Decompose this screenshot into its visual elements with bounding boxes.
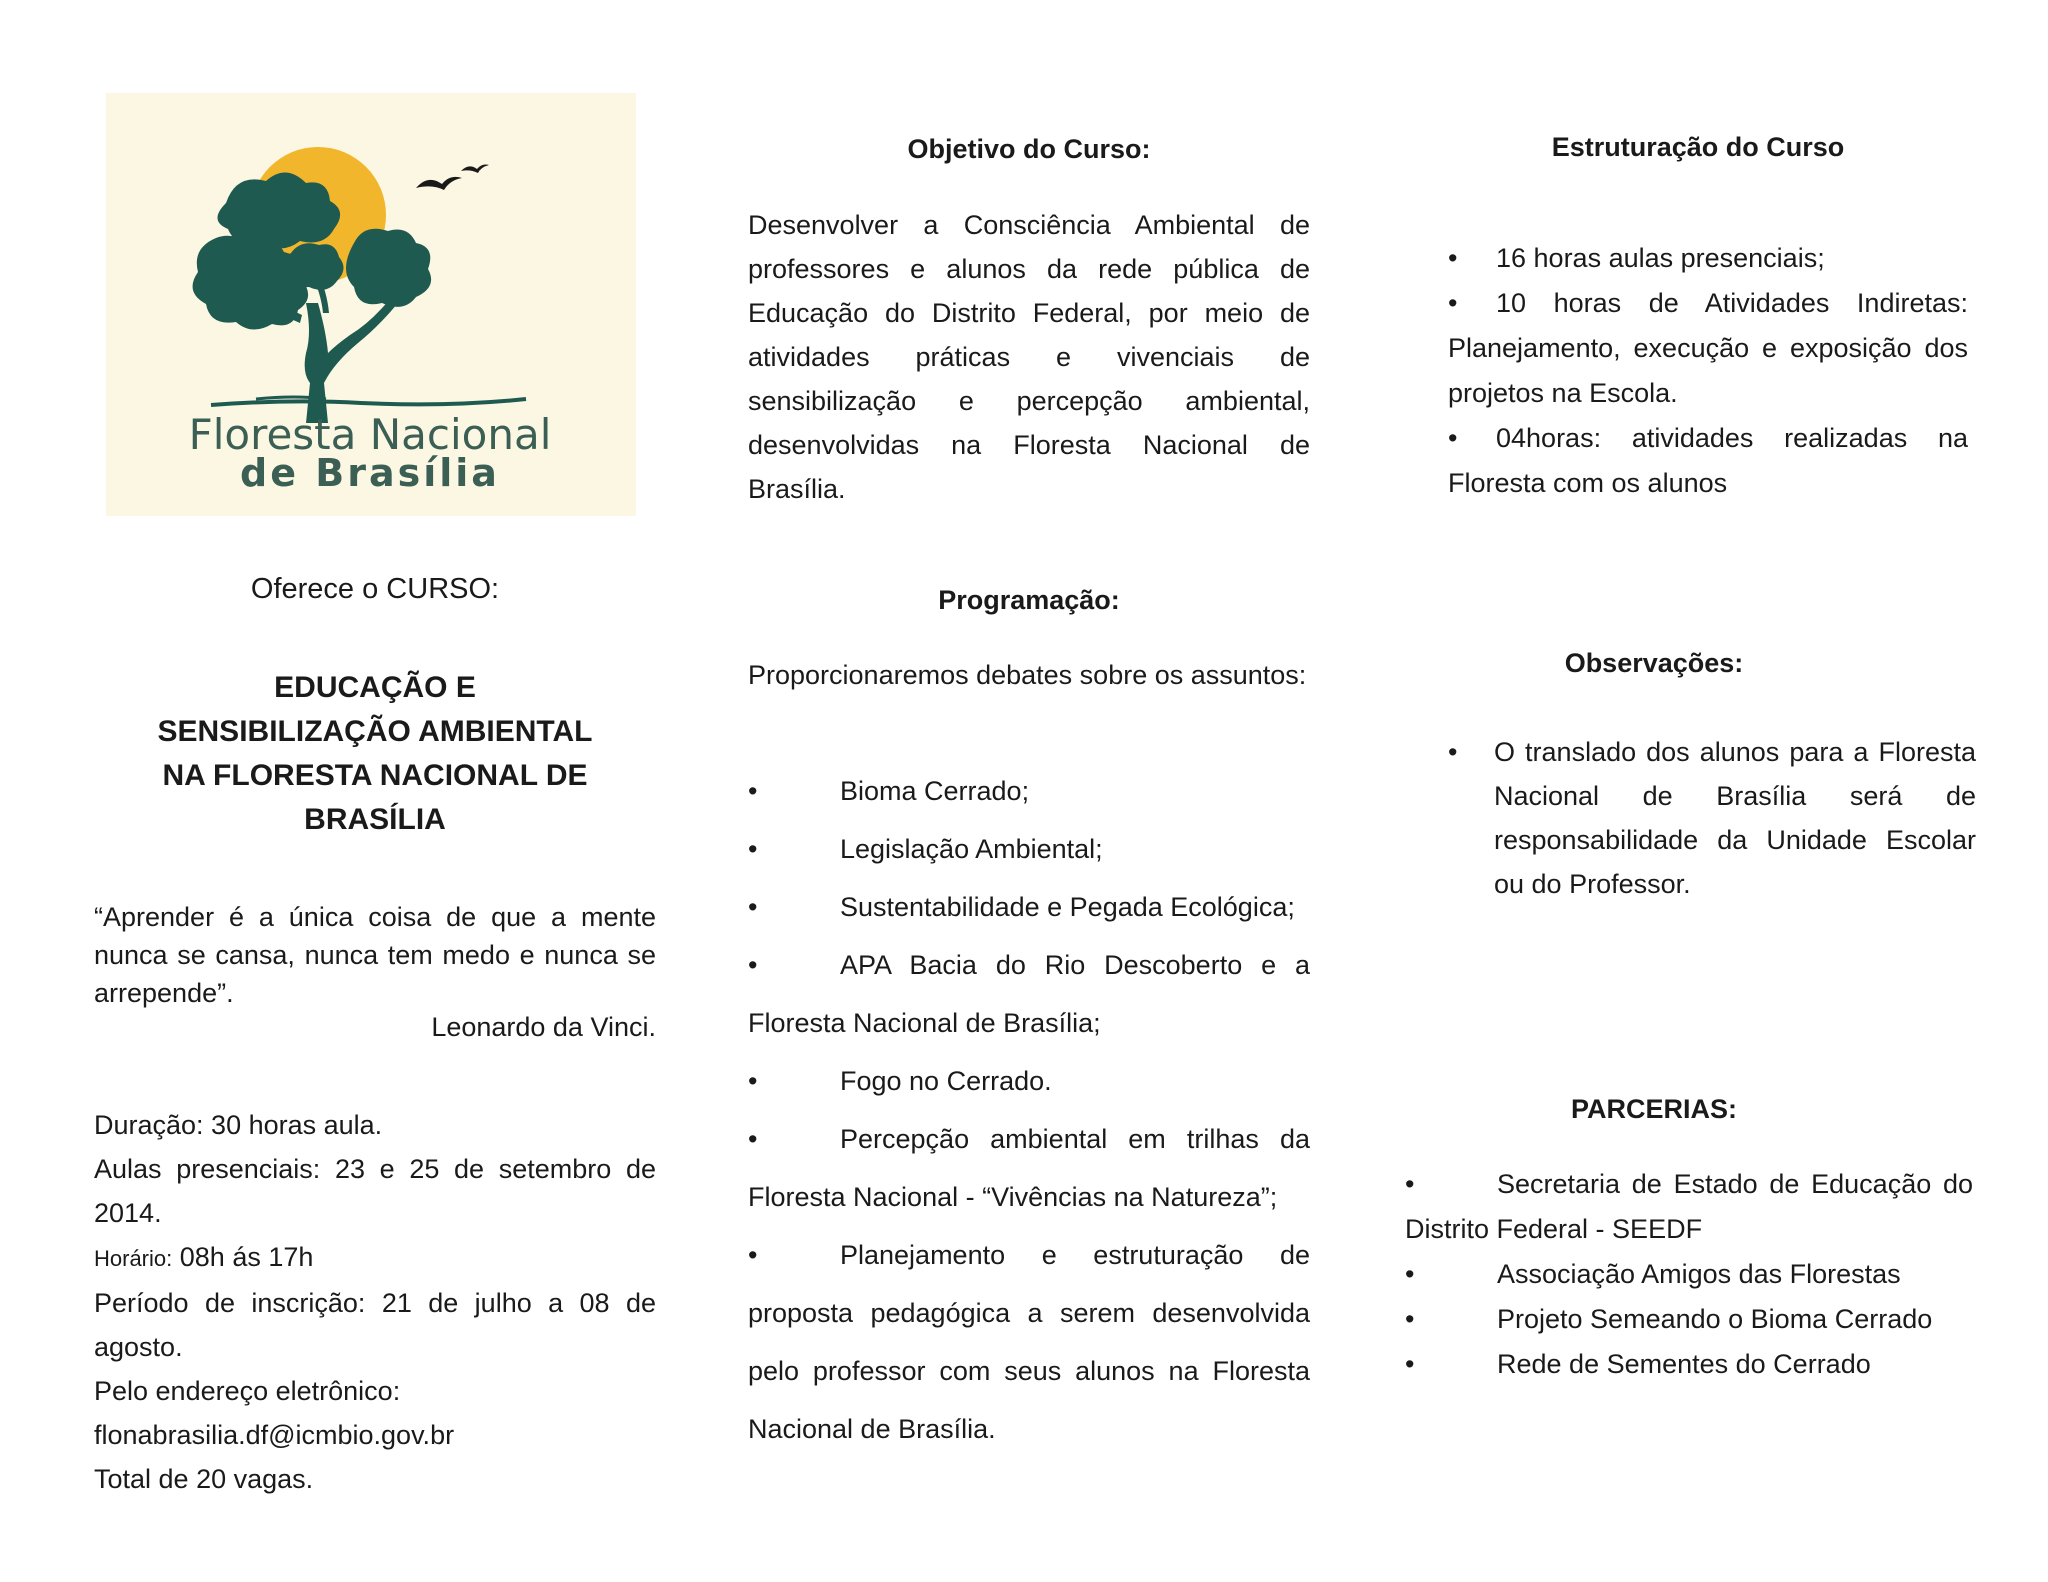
list-item: • 04horas: atividades realizadas na Floresta com os alunos xyxy=(1448,416,1968,506)
course-title-line: BRASÍLIA xyxy=(304,803,446,836)
notes-list xyxy=(1448,730,1976,906)
course-title-line: NA FLORESTA NACIONAL DE xyxy=(162,759,588,792)
bullet-icon: • xyxy=(1405,1259,1415,1289)
right-panel xyxy=(1400,0,1980,1582)
list-item: • Percepção ambiental em trilhas da Floresta Nacional - “Vivências na Natureza”; xyxy=(748,1110,1310,1226)
logo-text-line1: Floresta Nacional xyxy=(188,410,552,459)
registration-text: Período de inscrição: 21 de julho a 08 de agosto. xyxy=(94,1288,656,1362)
list-item: • Projeto Semeando o Bioma Cerrado xyxy=(1405,1297,1973,1342)
quote-author: Leonardo da Vinci. xyxy=(431,1012,656,1042)
bullet-icon: • xyxy=(748,892,758,922)
offer-text: Oferece o CURSO: xyxy=(250,573,500,605)
list-item: • 16 horas aulas presenciais; xyxy=(1448,236,1968,281)
structure-heading: Estruturação do Curso xyxy=(1551,132,1845,162)
classes-text: Aulas presenciais: 23 e 25 de setembro de 2014. xyxy=(94,1154,656,1228)
list-item: • APA Bacia do Rio Descoberto e a Floresta Nacional de Brasília; xyxy=(748,936,1310,1052)
structure-list xyxy=(1448,236,1968,506)
list-item: • Bioma Cerrado; xyxy=(748,762,1310,820)
quote-text: “Aprender é a única coisa de que a mente nunca se cansa, nunca tem medo e nunca se arrepende”. xyxy=(94,902,656,1008)
schedule-line xyxy=(94,1235,656,1281)
bullet-icon: • xyxy=(1448,737,1458,767)
logo-text-line2: de Brasília xyxy=(240,451,500,495)
partners-heading: PARCERIAS: xyxy=(1570,1094,1737,1124)
bullet-icon: • xyxy=(748,834,758,864)
tree-sun-logo-icon xyxy=(106,93,636,516)
schedule-value: 08h ás 17h xyxy=(179,1242,314,1272)
course-title xyxy=(94,666,656,842)
bullet-icon: • xyxy=(748,1066,758,1096)
bullet-icon: • xyxy=(1405,1349,1415,1379)
course-title-line: SENSIBILIZAÇÃO AMBIENTAL xyxy=(157,715,593,748)
objective-heading: Objetivo do Curso: xyxy=(907,134,1151,164)
bullet-icon: • xyxy=(748,950,758,980)
bullet-icon: • xyxy=(748,776,758,806)
middle-panel xyxy=(748,0,1310,1582)
course-details xyxy=(94,1103,656,1501)
partners-list xyxy=(1405,1162,1973,1387)
bullet-icon: • xyxy=(1448,243,1458,273)
list-item: • Legislação Ambiental; xyxy=(748,820,1310,878)
bullet-icon: • xyxy=(748,1124,758,1154)
bullet-icon: • xyxy=(1405,1304,1415,1334)
list-item: • O translado dos alunos para a Floresta Nacional de Brasília será de responsabilidade da Unidade Escolar ou do Professor. xyxy=(1448,730,1976,906)
course-title-line: EDUCAÇÃO E xyxy=(274,671,476,704)
list-item: • Secretaria de Estado de Educação do Distrito Federal - SEEDF xyxy=(1405,1162,1973,1252)
list-item: • Fogo no Cerrado. xyxy=(748,1052,1310,1110)
list-item: • Rede de Sementes do Cerrado xyxy=(1405,1342,1973,1387)
email-link[interactable]: flonabrasilia.df@icmbio.gov.br xyxy=(94,1420,455,1450)
email-label: Pelo endereço eletrônico: xyxy=(94,1376,401,1406)
bullet-icon: • xyxy=(1448,288,1458,318)
schedule-label: Horário: xyxy=(94,1246,173,1271)
bullet-icon: • xyxy=(1448,423,1458,453)
program-intro: Proporcionaremos debates sobre os assuntos: xyxy=(748,660,1307,690)
program-heading: Programação: xyxy=(938,585,1120,615)
spots-text: Total de 20 vagas. xyxy=(94,1464,314,1494)
floresta-nacional-logo xyxy=(106,93,636,516)
program-list xyxy=(748,762,1310,1458)
notes-heading: Observações: xyxy=(1564,648,1744,678)
list-item: • Sustentabilidade e Pegada Ecológica; xyxy=(748,878,1310,936)
list-item: • 10 horas de Atividades Indiretas: Planejamento, execução e exposição dos projetos na Escola. xyxy=(1448,281,1968,416)
list-item: • Planejamento e estruturação de proposta pedagógica a serem desenvolvida pelo professor com seus alunos na Floresta Nacional de Brasília. xyxy=(748,1226,1310,1458)
objective-text: Desenvolver a Consciência Ambiental de professores e alunos da rede pública de Educação do Distrito Federal, por meio de atividades práticas e vivenciais de sensibilização e percepção ambiental, desenvolvidas na Floresta Nacional de Brasília. xyxy=(748,210,1310,504)
bullet-icon: • xyxy=(1405,1169,1415,1199)
left-panel xyxy=(94,0,656,1582)
list-item: • Associação Amigos das Florestas xyxy=(1405,1252,1973,1297)
bullet-icon: • xyxy=(748,1240,758,1270)
duration-text: Duração: 30 horas aula. xyxy=(94,1110,383,1140)
